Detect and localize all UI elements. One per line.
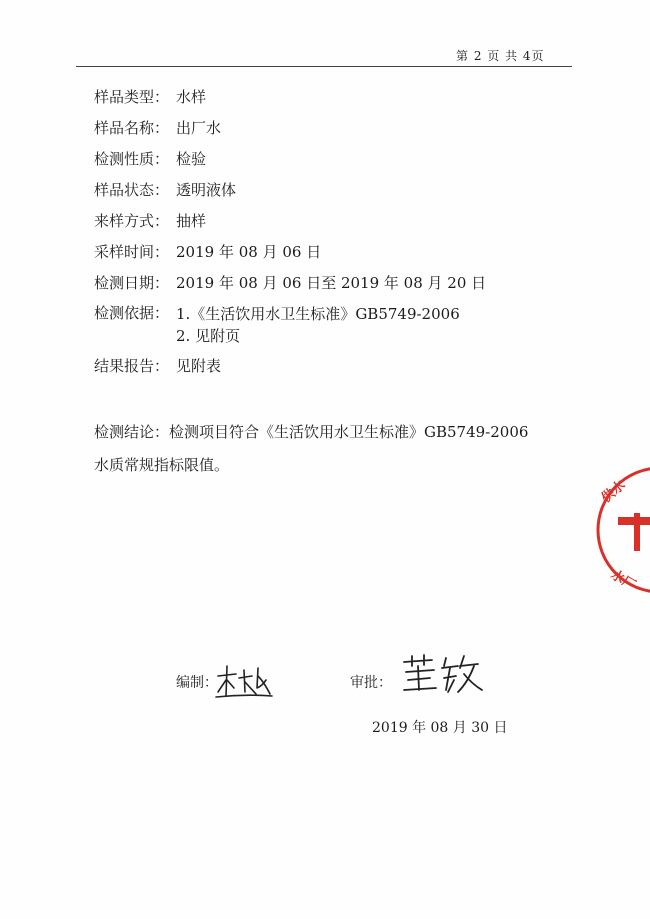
report-date: 2019 年 08 月 30 日 xyxy=(372,720,508,736)
field-label: 结果报告： xyxy=(94,357,170,375)
field-value: 水样 xyxy=(176,88,207,106)
approver-signature xyxy=(398,652,484,698)
basis-list xyxy=(176,303,460,347)
basis-item: 1.《生活饮用水卫生标准》GB5749-2006 xyxy=(176,305,460,323)
field-sample-state xyxy=(94,180,236,200)
official-stamp xyxy=(580,455,650,605)
compiler-label: 编制： xyxy=(176,675,218,691)
compiler-signature xyxy=(214,660,274,700)
field-test-basis xyxy=(94,303,460,347)
field-label: 样品类型： xyxy=(94,88,170,106)
field-value: 抽样 xyxy=(176,212,207,230)
field-result-report xyxy=(94,356,221,376)
field-test-nature xyxy=(94,149,206,169)
page-number: 第 2 页 共 4页 xyxy=(456,49,545,63)
approver-label: 审批： xyxy=(350,675,392,691)
field-label: 样品状态： xyxy=(94,181,170,199)
basis-item: 2. 见附页 xyxy=(176,327,241,345)
svg-text:水厂: 水厂 xyxy=(608,567,639,594)
field-label: 检测性质： xyxy=(94,150,170,168)
field-sampling-time xyxy=(94,242,321,262)
svg-text:供水: 供水 xyxy=(598,477,629,507)
field-label: 检测依据： xyxy=(94,304,170,322)
header-divider xyxy=(76,66,572,67)
field-value: 2019 年 08 月 06 日 xyxy=(176,243,322,261)
conclusion-line: 水质常规指标限值。 xyxy=(94,456,230,474)
field-label: 样品名称： xyxy=(94,119,170,137)
test-conclusion xyxy=(94,416,564,482)
field-sampling-method xyxy=(94,211,206,231)
field-value: 2019 年 08 月 06 日至 2019 年 08 月 20 日 xyxy=(176,274,487,292)
field-value: 见附表 xyxy=(176,357,222,375)
field-test-date xyxy=(94,273,486,293)
field-label: 来样方式： xyxy=(94,212,170,230)
conclusion-line: 检测结论：检测项目符合《生活饮用水卫生标准》GB5749-2006 xyxy=(94,423,529,441)
field-sample-type xyxy=(94,87,206,107)
field-value: 出厂水 xyxy=(176,119,222,137)
field-sample-name xyxy=(94,118,221,138)
field-label: 采样时间： xyxy=(94,243,170,261)
field-value: 透明液体 xyxy=(176,181,237,199)
field-value: 检验 xyxy=(176,150,207,168)
field-label: 检测日期： xyxy=(94,274,170,292)
